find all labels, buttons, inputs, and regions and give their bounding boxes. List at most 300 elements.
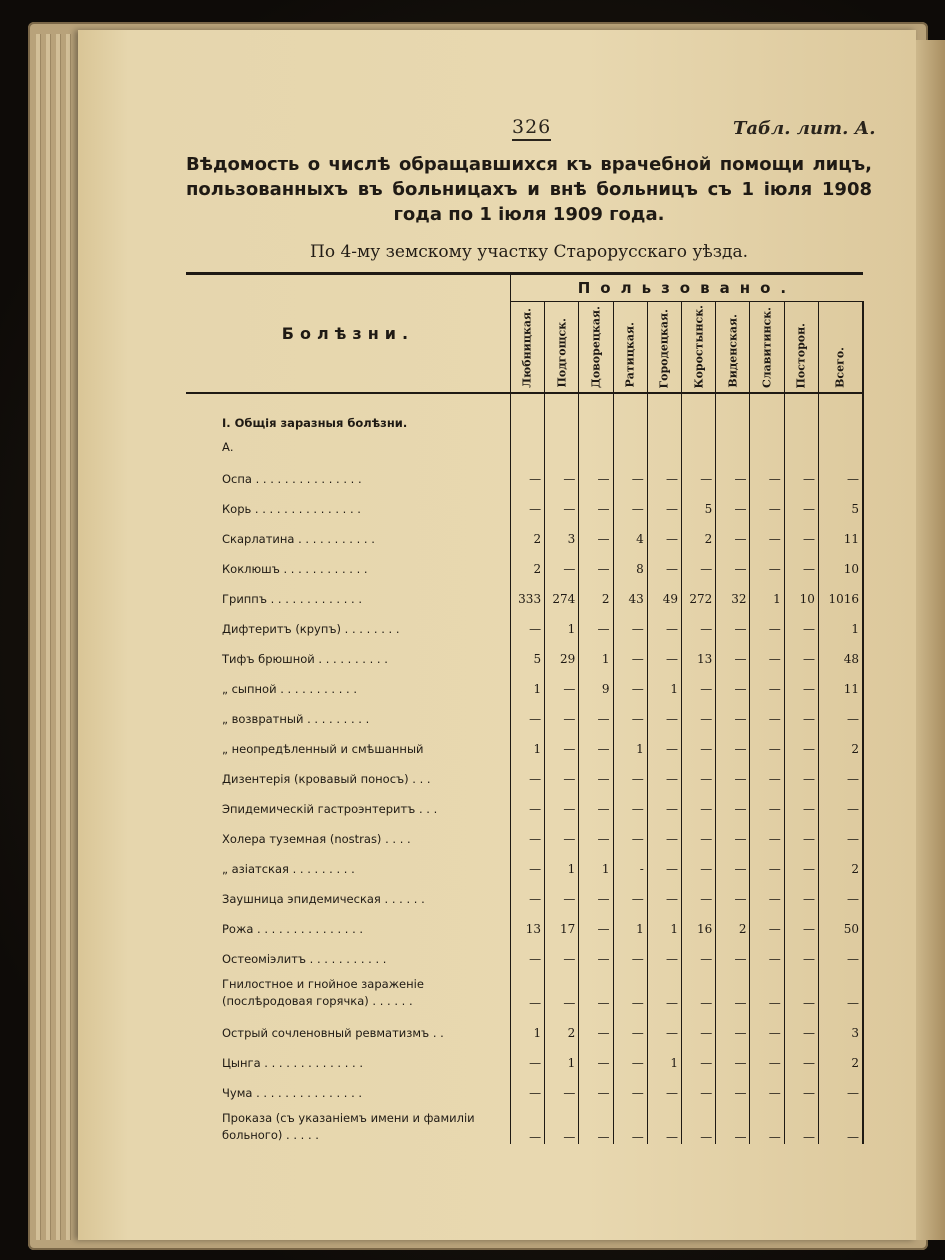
table-cell: — (750, 516, 784, 546)
table-cell: — (750, 486, 784, 516)
table-cell: — (613, 816, 647, 846)
group-header: Пользовано. (510, 274, 863, 302)
table-cell: — (613, 1010, 647, 1040)
disease-name: Дифтеритъ (крупъ) . . . . . . . . (186, 606, 510, 636)
table-cell: — (682, 936, 716, 966)
table-cell: 10 (818, 546, 863, 576)
column-header (613, 302, 647, 394)
disease-name: Рожа . . . . . . . . . . . . . . . (186, 906, 510, 936)
table-cell: — (784, 876, 818, 906)
table-cell: — (784, 726, 818, 756)
table-cell: — (545, 726, 579, 756)
table-cell: — (682, 1040, 716, 1070)
table-cell: — (750, 756, 784, 786)
table-cell: — (613, 486, 647, 516)
table-cell: — (545, 546, 579, 576)
table-cell: — (510, 1040, 544, 1070)
table-cell: — (750, 1100, 784, 1144)
table-cell: — (716, 456, 750, 486)
table-cell: — (647, 846, 681, 876)
table-cell: — (716, 936, 750, 966)
table-cell: — (510, 966, 544, 1010)
table-cell: — (510, 846, 544, 876)
column-header (682, 302, 716, 394)
column-header (818, 302, 863, 394)
table-cell: — (545, 696, 579, 726)
table-cell: 1 (750, 576, 784, 606)
table-cell: 13 (682, 636, 716, 666)
table-cell: — (579, 606, 613, 636)
table-cell: — (647, 1010, 681, 1040)
table-cell: — (682, 756, 716, 786)
table-row (186, 516, 863, 546)
disease-name: Чума . . . . . . . . . . . . . . . (186, 1070, 510, 1100)
table-cell: — (784, 1010, 818, 1040)
table-cell: — (682, 546, 716, 576)
table-row (186, 786, 863, 816)
column-header (784, 302, 818, 394)
table-cell: 2 (545, 1010, 579, 1040)
table-cell: — (750, 696, 784, 726)
column-header-label: Городецкая. (657, 308, 671, 388)
table-cell: 17 (545, 906, 579, 936)
table-cell: 1 (545, 1040, 579, 1070)
table-cell: — (647, 876, 681, 906)
disease-name: Тифъ брюшной . . . . . . . . . . (186, 636, 510, 666)
document-subtitle: По 4-му земскому участку Старорусскаго уѣзда. (310, 242, 748, 262)
disease-name: Заушница эпидемическая . . . . . . (186, 876, 510, 906)
table-cell: 2 (579, 576, 613, 606)
table-cell: — (545, 786, 579, 816)
disease-name: „ азіатская . . . . . . . . . (186, 846, 510, 876)
table-cell: — (818, 816, 863, 846)
column-header-label: Любницкая. (520, 308, 534, 388)
table-cell: — (545, 936, 579, 966)
table-cell: — (647, 546, 681, 576)
table-cell: — (613, 1070, 647, 1100)
table-cell: — (716, 486, 750, 516)
table-cell: — (682, 696, 716, 726)
table-cell: — (716, 1040, 750, 1070)
table-cell: — (682, 966, 716, 1010)
table-row (186, 846, 863, 876)
table-cell: 2 (510, 546, 544, 576)
disease-name: Скарлатина . . . . . . . . . . . (186, 516, 510, 546)
table-cell: — (784, 1070, 818, 1100)
table-cell: — (613, 456, 647, 486)
table-cell: — (613, 756, 647, 786)
table-cell: 1 (613, 726, 647, 756)
disease-name: Коклюшъ . . . . . . . . . . . . (186, 546, 510, 576)
table-cell: 1 (647, 1040, 681, 1070)
table-row (186, 966, 863, 1010)
page-edge (66, 34, 71, 1240)
table-cell: 2 (818, 726, 863, 756)
table-cell: 5 (818, 486, 863, 516)
table-cell: — (613, 936, 647, 966)
table-cell: — (647, 756, 681, 786)
disease-name: Гнилостное и гнойное зараженіе (послѣродовая горячка) . . . . . . (186, 966, 510, 1010)
table-cell: 5 (510, 636, 544, 666)
table-cell: — (647, 456, 681, 486)
disease-name: Гриппъ . . . . . . . . . . . . . (186, 576, 510, 606)
table-cell: — (579, 1040, 613, 1070)
table-cell: — (682, 1010, 716, 1040)
column-header-label: Всего. (833, 347, 847, 388)
table-row (186, 546, 863, 576)
table-cell: 2 (818, 1040, 863, 1070)
statistics-table (186, 272, 864, 1144)
page-edge (36, 34, 41, 1240)
table-cell: — (716, 876, 750, 906)
table-cell: — (750, 786, 784, 816)
table-cell: — (784, 456, 818, 486)
table-cell: — (579, 1070, 613, 1100)
table-cell: 1 (579, 846, 613, 876)
table-cell: — (784, 786, 818, 816)
table-cell: — (647, 726, 681, 756)
table-cell: — (784, 486, 818, 516)
table-cell: — (579, 456, 613, 486)
table-cell: — (750, 966, 784, 1010)
table-cell: — (716, 516, 750, 546)
table-cell: — (716, 696, 750, 726)
table-cell: — (682, 816, 716, 846)
table-cell: — (784, 936, 818, 966)
table-cell: — (682, 1070, 716, 1100)
table-cell: — (579, 876, 613, 906)
table-cell: — (784, 1100, 818, 1144)
table-cell: — (613, 636, 647, 666)
table-cell: 48 (818, 636, 863, 666)
table-cell: — (613, 666, 647, 696)
table-cell: — (750, 846, 784, 876)
table-cell: — (510, 696, 544, 726)
table-cell: — (818, 456, 863, 486)
section-title: I. Общія заразныя болѣзни. (186, 393, 510, 438)
table-cell: 1 (647, 906, 681, 936)
table-row (186, 1070, 863, 1100)
section-letter: А. (186, 438, 510, 456)
column-header-label: Подгощск. (555, 318, 569, 388)
table-cell: — (545, 756, 579, 786)
table-row (186, 456, 863, 486)
table-header-row (186, 274, 863, 302)
table-cell: — (613, 876, 647, 906)
table-cell: — (545, 486, 579, 516)
table-cell: — (784, 546, 818, 576)
table-cell: — (579, 1010, 613, 1040)
table-cell: 10 (784, 576, 818, 606)
table-cell: 9 (579, 666, 613, 696)
table-cell: — (647, 816, 681, 846)
table-cell: — (682, 786, 716, 816)
table-cell: — (750, 546, 784, 576)
table-cell: — (579, 786, 613, 816)
table-cell: — (784, 816, 818, 846)
table-cell: — (510, 1100, 544, 1144)
column-header-label: Славитинск. (760, 307, 774, 388)
table-cell: 3 (545, 516, 579, 546)
table-cell: — (647, 606, 681, 636)
table-cell: — (818, 876, 863, 906)
table-cell: — (579, 816, 613, 846)
table-cell: — (510, 816, 544, 846)
table-cell: 1 (647, 666, 681, 696)
column-header-label: Посторон. (794, 322, 808, 388)
table-cell: — (784, 906, 818, 936)
table-cell: — (647, 966, 681, 1010)
column-header (579, 302, 613, 394)
disease-name: Острый сочленовный ревматизмъ . . (186, 1010, 510, 1040)
disease-name: Оспа . . . . . . . . . . . . . . . (186, 456, 510, 486)
table-cell: — (818, 1070, 863, 1100)
table-cell: — (716, 1070, 750, 1100)
table-row (186, 906, 863, 936)
disease-name: „ возвратный . . . . . . . . . (186, 696, 510, 726)
table-cell: — (647, 696, 681, 726)
table-cell: 11 (818, 516, 863, 546)
table-row (186, 1100, 863, 1144)
table-cell: — (579, 486, 613, 516)
table-cell: — (613, 1040, 647, 1070)
table-cell: — (579, 756, 613, 786)
table-cell: — (716, 606, 750, 636)
disease-name: Остеоміэлитъ . . . . . . . . . . . (186, 936, 510, 966)
table-cell: — (682, 726, 716, 756)
table-row (186, 816, 863, 846)
table-cell: — (510, 1070, 544, 1100)
table-cell: — (510, 756, 544, 786)
table-cell: — (510, 876, 544, 906)
section-row (186, 393, 863, 438)
table-cell: — (716, 1100, 750, 1144)
table-cell: 1 (579, 636, 613, 666)
table-cell: — (682, 876, 716, 906)
table-cell: 29 (545, 636, 579, 666)
table-cell: 49 (647, 576, 681, 606)
table-cell: — (545, 666, 579, 696)
table-cell: — (579, 1100, 613, 1144)
table-cell: — (579, 936, 613, 966)
table-cell: — (682, 456, 716, 486)
table-cell: — (784, 606, 818, 636)
table-cell: — (613, 1100, 647, 1144)
table-cell: 274 (545, 576, 579, 606)
table-cell: — (579, 726, 613, 756)
table-cell: 2 (510, 516, 544, 546)
table-cell: — (510, 786, 544, 816)
table-cell: — (510, 606, 544, 636)
disease-name: Эпидемическій гастроэнтеритъ . . . (186, 786, 510, 816)
table-cell: — (510, 486, 544, 516)
table-cell: — (545, 966, 579, 1010)
disease-name: Проказа (съ указаніемъ имени и фамиліи больного) . . . . . (186, 1100, 510, 1144)
table-cell: — (647, 786, 681, 816)
table-cell: — (750, 816, 784, 846)
table-cell: — (784, 696, 818, 726)
table-cell: — (750, 1040, 784, 1070)
table-cell: 5 (682, 486, 716, 516)
table-cell: — (545, 456, 579, 486)
table-cell: — (750, 726, 784, 756)
table-row (186, 936, 863, 966)
table-cell: — (613, 966, 647, 1010)
table-cell: — (784, 966, 818, 1010)
table-cell: 272 (682, 576, 716, 606)
table-cell: — (750, 456, 784, 486)
table-cell: — (716, 966, 750, 1010)
table-cell: — (716, 786, 750, 816)
table-cell: — (647, 1100, 681, 1144)
table-cell: 11 (818, 666, 863, 696)
table-cell: — (818, 696, 863, 726)
table-row (186, 576, 863, 606)
table-cell: 50 (818, 906, 863, 936)
column-header (716, 302, 750, 394)
table-row (186, 486, 863, 516)
table-cell: — (750, 906, 784, 936)
table-cell: — (647, 936, 681, 966)
column-header-label: Доворецкая. (589, 306, 603, 388)
table-row (186, 876, 863, 906)
table-cell: — (579, 546, 613, 576)
table-cell: — (750, 876, 784, 906)
column-header (647, 302, 681, 394)
table-cell: — (545, 1070, 579, 1100)
table-cell: — (716, 666, 750, 696)
page-number: 326 (512, 116, 551, 141)
table-cell: — (510, 936, 544, 966)
column-header-label: Виденская. (726, 314, 740, 388)
column-header (750, 302, 784, 394)
table-cell: 1016 (818, 576, 863, 606)
table-row (186, 606, 863, 636)
table-cell: 13 (510, 906, 544, 936)
table-cell: — (682, 846, 716, 876)
table-cell: — (716, 756, 750, 786)
diseases-column-header: Болѣзни. (186, 274, 510, 394)
table-cell: 3 (818, 1010, 863, 1040)
table-cell: 1 (545, 606, 579, 636)
table-row (186, 666, 863, 696)
table-cell: — (750, 666, 784, 696)
table-cell: — (750, 636, 784, 666)
table-cell: — (510, 456, 544, 486)
table-cell: — (647, 486, 681, 516)
table-cell: — (613, 696, 647, 726)
table-cell: — (579, 696, 613, 726)
table-cell: — (716, 1010, 750, 1040)
table-cell: — (750, 936, 784, 966)
disease-name: „ неопредѣленный и смѣшанный (186, 726, 510, 756)
table-cell: — (818, 966, 863, 1010)
table-cell: — (545, 876, 579, 906)
table-cell: — (784, 516, 818, 546)
table-cell: — (784, 756, 818, 786)
table-cell: — (784, 846, 818, 876)
table-cell: 2 (682, 516, 716, 546)
table-cell: — (613, 606, 647, 636)
table-cell: — (818, 936, 863, 966)
disease-name: Дизентерія (кровавый поносъ) . . . (186, 756, 510, 786)
table-cell: — (647, 1070, 681, 1100)
page-edge (46, 34, 51, 1240)
table-cell: — (784, 666, 818, 696)
table-cell: — (647, 636, 681, 666)
next-page-edge (916, 40, 945, 1240)
table-row (186, 696, 863, 726)
table-cell: 4 (613, 516, 647, 546)
column-header-label: Коростынск. (692, 304, 706, 388)
table-cell: 1 (510, 726, 544, 756)
table-cell: — (716, 546, 750, 576)
page-edge (56, 34, 61, 1240)
table-cell: — (682, 606, 716, 636)
table-cell: — (613, 786, 647, 816)
table-cell: — (682, 1100, 716, 1144)
table-cell: — (579, 906, 613, 936)
table-cell: — (818, 1100, 863, 1144)
table-cell: 8 (613, 546, 647, 576)
table-cell: — (716, 846, 750, 876)
table-cell: - (613, 846, 647, 876)
table-row (186, 1010, 863, 1040)
table-cell: — (784, 1040, 818, 1070)
table-cell: — (818, 786, 863, 816)
table-cell: 1 (818, 606, 863, 636)
table-cell: 43 (613, 576, 647, 606)
table-cell: 1 (545, 846, 579, 876)
table-cell: 1 (613, 906, 647, 936)
document-title: Вѣдомость о числѣ обращавшихся къ врачебной помощи лицъ, пользованныхъ въ больницахъ и внѣ больницъ съ 1 іюля 1908 года по 1 іюля 1909 года. (186, 154, 872, 225)
table-cell: — (579, 966, 613, 1010)
table-cell: — (716, 636, 750, 666)
statistics-table-container (186, 272, 864, 1148)
table-cell: 32 (716, 576, 750, 606)
table-cell: 2 (818, 846, 863, 876)
table-cell: — (716, 726, 750, 756)
table-cell: — (784, 636, 818, 666)
table-cell: — (545, 816, 579, 846)
table-cell: 16 (682, 906, 716, 936)
table-cell: 1 (510, 1010, 544, 1040)
table-cell: — (818, 756, 863, 786)
column-header (545, 302, 579, 394)
table-row (186, 756, 863, 786)
table-cell: — (647, 516, 681, 546)
disease-name: Корь . . . . . . . . . . . . . . . (186, 486, 510, 516)
table-cell: — (750, 1010, 784, 1040)
table-row (186, 636, 863, 666)
table-row (186, 726, 863, 756)
disease-name: Цынга . . . . . . . . . . . . . . (186, 1040, 510, 1070)
disease-name: Холера туземная (nostras) . . . . (186, 816, 510, 846)
table-cell: — (750, 1070, 784, 1100)
column-header-label: Ратицкая. (623, 322, 637, 388)
table-cell: 333 (510, 576, 544, 606)
disease-name: „ сыпной . . . . . . . . . . . (186, 666, 510, 696)
table-cell: — (716, 816, 750, 846)
table-cell: — (579, 516, 613, 546)
section-letter-row (186, 438, 863, 456)
column-header (510, 302, 544, 394)
table-cell: — (750, 606, 784, 636)
table-cell: — (682, 666, 716, 696)
table-reference: Табл. лит. А. (733, 118, 876, 139)
table-cell: 1 (510, 666, 544, 696)
table-cell: 2 (716, 906, 750, 936)
